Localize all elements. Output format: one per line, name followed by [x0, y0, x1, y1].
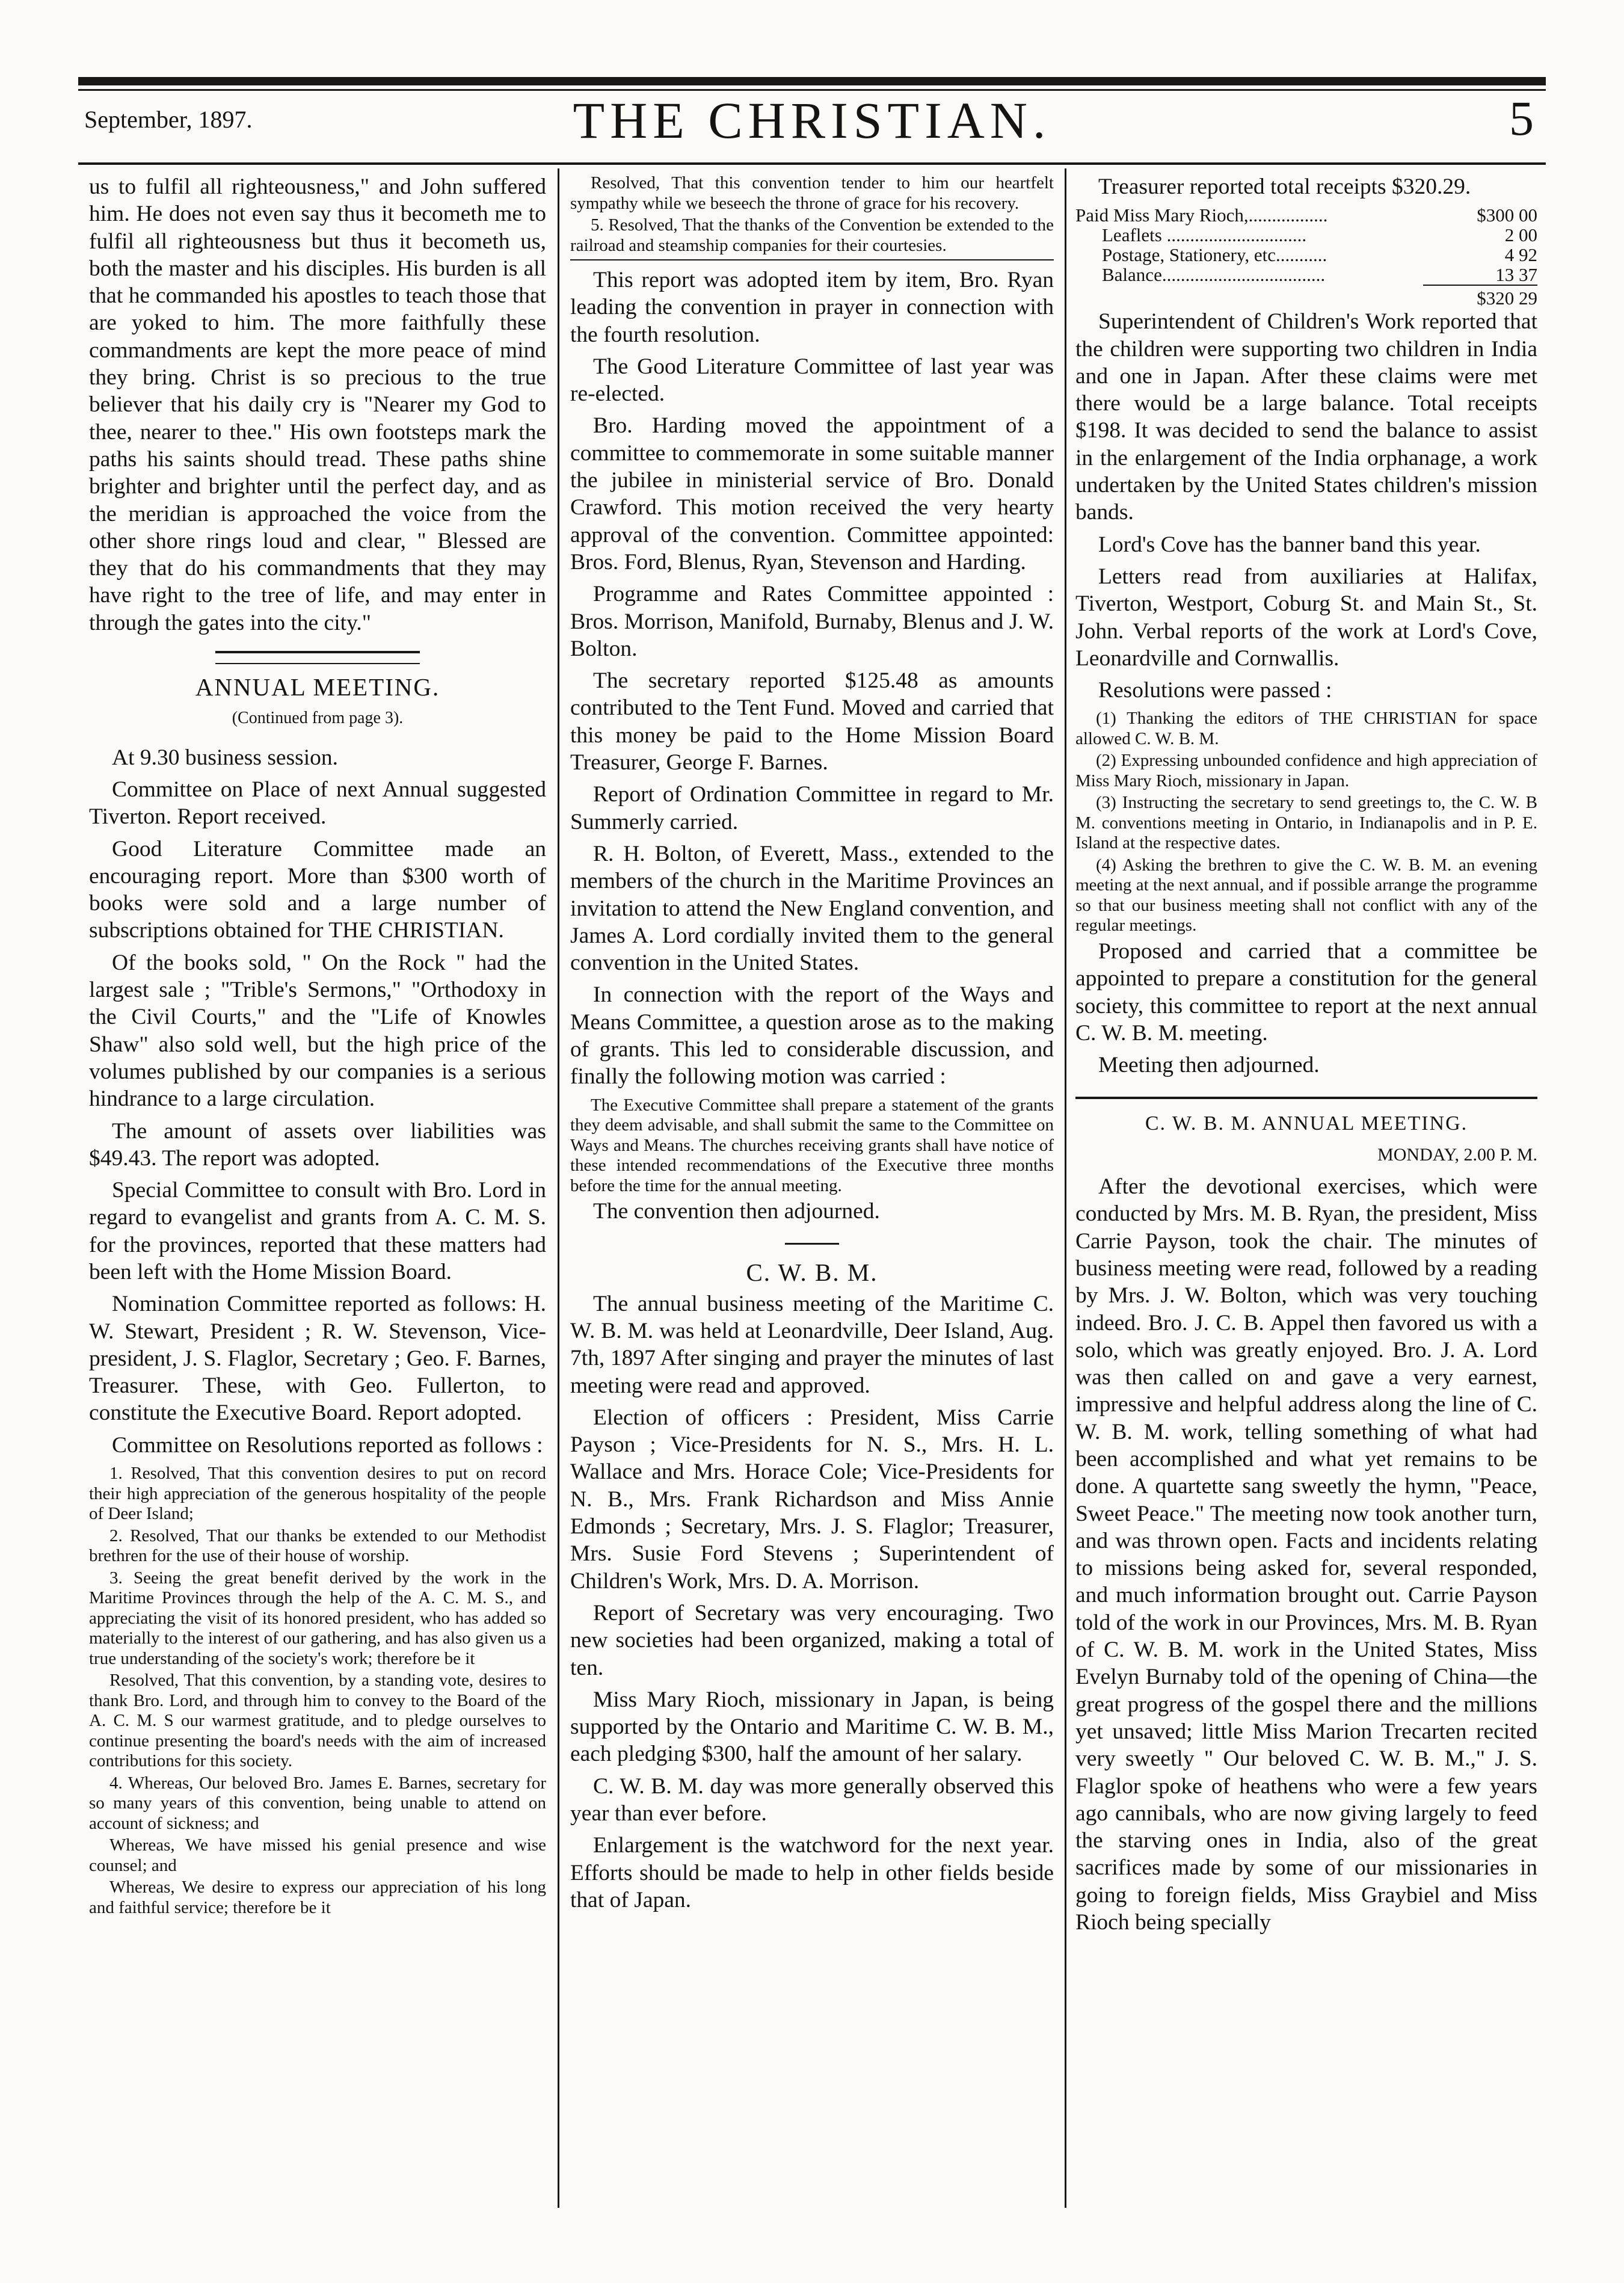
- resolution: (3) Instructing the secretary to send greetings to, the C. W. B M. conventions meeting in Ontario, in Indianapolis and in P. E. Island at the respective dates.: [1075, 793, 1537, 853]
- resolution: Whereas, We have missed his genial presence and wise counsel; and: [89, 1835, 546, 1875]
- resolution: 1. Resolved, That this convention desires to put on record their high appreciation of the generous hospitality of the people of Deer Island;: [89, 1464, 546, 1524]
- article-text: The convention then adjourned.: [593, 1199, 880, 1224]
- article-text: R. H. Bolton, of Everett, Mass., extended to the members of the church in the Maritime Provinces an invitation to attend the New England convention, and James A. Lord cordially invited them to the general convention in the United States.: [570, 841, 1054, 976]
- resolution: 3. Seeing the great benefit derived by the work in the Maritime Provinces through the help of the A. C. M. S., and appreciating the visit of its honored president, who has added so materially to the interest of our gathering, and has also given us a true understanding of the society's work; therefore be it: [89, 1568, 546, 1668]
- article-text: Of the books sold, " On the Rock " had the largest sale ; "Trible's Sermons," "Orthodoxy in the Civil Courts," and the "Life of Knowles Shaw" also sold well, but the high price of the volumes published by our companies is a serious hindrance to a large circulation.: [89, 950, 546, 1112]
- article-text: Proposed and carried that a committee be appointed to prepare a constitution for the general society, this committee to report at the next annual C. W. B. M. meeting.: [1075, 938, 1537, 1046]
- article-text: Committee on Place of next Annual suggested Tiverton. Report received.: [89, 777, 546, 830]
- resolution: (2) Expressing unbounded confidence and high appreciation of Miss Mary Rioch, missionary in Japan.: [1075, 751, 1537, 790]
- section-heading: C. W. B. M. ANNUAL MEETING.: [1145, 1112, 1468, 1135]
- column-1: [89, 173, 546, 1920]
- article-text: This report was adopted item by item, Bro. Ryan leading the convention in prayer in connection with the fourth resolution.: [570, 268, 1054, 347]
- column-divider: [558, 168, 559, 2208]
- section-heading: ANNUAL MEETING.: [195, 673, 440, 701]
- article-text: Bro. Harding moved the appointment of a committee to commemorate in some suitable manner the jubilee in ministerial service of Bro. Donald Crawford. This motion received the very hearty approval of the convention. Committee appointed: Bros. Ford, Blenus, Ryan, Stevenson and Harding.: [570, 413, 1054, 575]
- article-text: The annual business meeting of the Maritime C. W. B. M. was held at Leonardville, Deer Island, Aug. 7th, 1897 After singing and prayer the minutes of last meeting were read and approved.: [570, 1291, 1054, 1398]
- section-heading: C. W. B. M.: [746, 1259, 878, 1287]
- resolution: Whereas, We desire to express our appreciation of his long and faithful service; therefore be it: [89, 1878, 546, 1917]
- article-text: us to fulfil all righteousness," and John suffered him. He does not even say thus it becometh me to fulfil all righteousness but thus it becometh us, both the master and his disciples. His burden is all that he commanded his apostles to teach those that are yoked to him. The more faithfully these commandments are kept the more peace of mind they bring. Christ is so precious to the true believer that his daily cry is "Nearer my God to thee, nearer to thee." His own footsteps mark the paths his saints should tread. These paths shine brighter and brighter until the perfect day, and as the meridian is approached the voice from the other shore rings loud and clear, " Blessed are they that do his commandments that they may have right to the tree of life, and may enter in through the gates into the city.": [89, 174, 546, 635]
- article-text: In connection with the report of the Ways and Means Committee, a question arose as to the making of grants. This led to considerable discussion, and finally the following motion was carried :: [570, 982, 1054, 1089]
- masthead-rule-thick: [78, 77, 1546, 85]
- resolution: Resolved, That this convention tender to him our heartfelt sympathy while we beseech the throne of grace for his recovery.: [570, 173, 1054, 213]
- short-rule: [785, 1243, 839, 1245]
- article-text: Meeting then adjourned.: [1098, 1053, 1320, 1078]
- column-2: [570, 173, 1054, 1918]
- article-text: Superintendent of Children's Work reported that the children were supporting two children in India and one in Japan. After these claims were met there would be a large balance. Total receipts $198. It was decided to send the balance to assist in the enlargement of the India orphanage, a work undertaken by the United States children's mission bands.: [1075, 309, 1537, 525]
- section-rule-thin: [215, 663, 420, 664]
- article-text: Lord's Cove has the banner band this year.: [1098, 532, 1481, 557]
- article-text: At 9.30 business session.: [112, 745, 339, 770]
- article-text: The amount of assets over liabilities was $49.43. The report was adopted.: [89, 1118, 546, 1171]
- cwbm-resolutions: [1075, 709, 1537, 936]
- statement-total: $320 29: [1423, 285, 1537, 308]
- resolution: 4. Whereas, Our beloved Bro. James E. Barnes, secretary for so many years of this convention, being unable to attend on account of sickness; and: [89, 1773, 546, 1833]
- statement-row: Balance................................... 13 37: [1102, 264, 1537, 286]
- article-text: Election of officers : President, Miss Carrie Payson ; Vice-Presidents for N. S., Mrs. H. L. Wallace and Mrs. Horace Cole; Vice-Presidents for N. B., Mrs. Frank Richardson and Miss Annie Edmonds ; Secretary, Mrs. J. S. Flaglor; Treasurer, Mrs. Susie Ford Stevens ; Superintendent of Children's Work, Mrs. D. A. Morrison.: [570, 1405, 1054, 1594]
- article-text: The Good Literature Committee of last year was re-elected.: [570, 354, 1054, 407]
- article-text: After the devotional exercises, which were conducted by Mrs. M. B. Ryan, the president, Miss Carrie Payson, took the chair. The minutes of business meeting were read, followed by a reading by Mrs. J. W. Bolton, which was very touching indeed. Bro. J. C. B. Appel then favored us with a solo, which was greatly enjoyed. Bro. J. A. Lord was then called on and gave a very earnest, impressive and helpful address along the line of C. W. B. M. work, telling something of what had been accomplished and what yet remains to be done. A quartette sang sweetly the hymn, "Peace, Sweet Peace." The meeting now took another turn, and was thrown open. Facts and incidents relating to missions being asked for, several responded, and much information brought out. Carrie Payson told of the work in our Provinces, Mrs. M. B. Ryan of C. W. B. M. work in the United States, Miss Evelyn Burnaby told of the opening of China—the great progress of the gospel there and the millions yet unsaved; little Miss Marion Trecarten recited very sweetly " Our beloved C. W. B. M.," J. S. Flaglor spoke of heathens who were a few years ago cannibals, who are now giving largely to feed the starving ones in India, also of the great sacrifices made by some of our missionaries in going to foreign fields, Miss Graybiel and Miss Rioch being specially: [1075, 1174, 1537, 1935]
- motion: The Executive Committee shall prepare a statement of the grants they deem advisable, and shall submit the same to the Committee on Ways and Means. The churches receiving grants shall have notice of these intended recommendations of the Executive three months before the time for the annual meeting.: [570, 1095, 1054, 1195]
- column-3: [1075, 173, 1537, 1941]
- resolution: Resolved, That this convention, by a standing vote, desires to thank Bro. Lord, and through him to convey to the Board of the A. C. M. S our warmest gratitude, and to pledge ourselves to continue presenting the board's needs with the aim of increased contributions for this society.: [89, 1671, 546, 1771]
- resolution: 5. Resolved, That the thanks of the Convention be extended to the railroad and steamship companies for their courtesies.: [570, 215, 1054, 255]
- issue-date: September, 1897.: [84, 106, 253, 133]
- article-text: Report of Ordination Committee in regard to Mr. Summerly carried.: [570, 782, 1054, 834]
- article-text: C. W. B. M. day was more generally observed this year than ever before.: [570, 1773, 1054, 1826]
- statement-row: Leaflets .............................. 2 00: [1102, 224, 1537, 246]
- resolution: (4) Asking the brethren to give the C. W. B. M. an evening meeting at the next annual, and if possible arrange the programme so that our business meeting shall not conflict with any of the regular meetings.: [1075, 855, 1537, 935]
- article-text: Resolutions were passed :: [1098, 678, 1332, 703]
- resolution: (1) Thanking the editors of THE CHRISTIAN for space allowed C. W. B. M.: [1075, 709, 1537, 748]
- statement-row: Postage, Stationery, etc........... 4 92: [1102, 244, 1537, 266]
- motion-text: [570, 1095, 1054, 1197]
- article-text: Enlargement is the watchword for the next year. Efforts should be made to help in other fields beside that of Japan.: [570, 1833, 1054, 1912]
- article-text: Letters read from auxiliaries at Halifax, Tiverton, Westport, Coburg St. and Main St., St. John. Verbal reports of the work at Lord's Cove, Leonardville and Cornwallis.: [1075, 564, 1537, 671]
- column-divider: [1065, 168, 1066, 2208]
- resolution: 2. Resolved, That our thanks be extended to our Methodist brethren for the use of their house of worship.: [89, 1526, 546, 1566]
- page-number: 5: [1509, 91, 1534, 146]
- section-rule: [1075, 1097, 1537, 1099]
- article-text: The secretary reported $125.48 as amounts contributed to the Tent Fund. Moved and carried that this money be paid to the Home Mission Board Treasurer, George F. Barnes.: [570, 668, 1054, 775]
- article-text: Treasurer reported total receipts $320.29.: [1098, 174, 1471, 199]
- dateline: MONDAY, 2.00 P. M.: [1377, 1144, 1537, 1165]
- resolutions-list: [89, 1464, 546, 1918]
- article-text: Nomination Committee reported as follows: H. W. Stewart, President ; R. W. Stevenson, Vice-president, J. S. Flaglor, Secretary ; Geo. F. Barnes, Treasurer. These, with Geo. Fullerton, to constitute the Executive Board. Report adopted.: [89, 1292, 546, 1426]
- article-text: Programme and Rates Committee appointed : Bros. Morrison, Manifold, Burnaby, Blenus and J. W. Bolton.: [570, 582, 1054, 661]
- treasurer-statement: [1075, 205, 1537, 308]
- newspaper-title: THE CHRISTIAN.: [573, 91, 1051, 149]
- article-text: Report of Secretary was very encouraging. Two new societies had been organized, making a total of ten.: [570, 1600, 1054, 1680]
- article-text: Special Committee to consult with Bro. Lord in regard to evangelist and grants from A. C. M. S. for the provinces, reported that these matters had been left with the Home Mission Board.: [89, 1178, 546, 1284]
- section-rule: [215, 651, 420, 653]
- article-text: Good Literature Committee made an encouraging report. More than $300 worth of books were sold and a large number of subscriptions obtained for THE CHRISTIAN.: [89, 836, 546, 943]
- article-text: Committee on Resolutions reported as follows :: [112, 1432, 543, 1458]
- resolutions-continued: [570, 173, 1054, 256]
- divider: [570, 259, 1054, 260]
- section-subheading: (Continued from page 3).: [232, 709, 404, 728]
- statement-row: Paid Miss Mary Rioch,................. $300 00: [1075, 205, 1537, 226]
- masthead-underline: [78, 162, 1546, 165]
- article-text: Miss Mary Rioch, missionary in Japan, is being supported by the Ontario and Maritime C. W. B. M., each pledging $300, half the amount of her salary.: [570, 1687, 1054, 1767]
